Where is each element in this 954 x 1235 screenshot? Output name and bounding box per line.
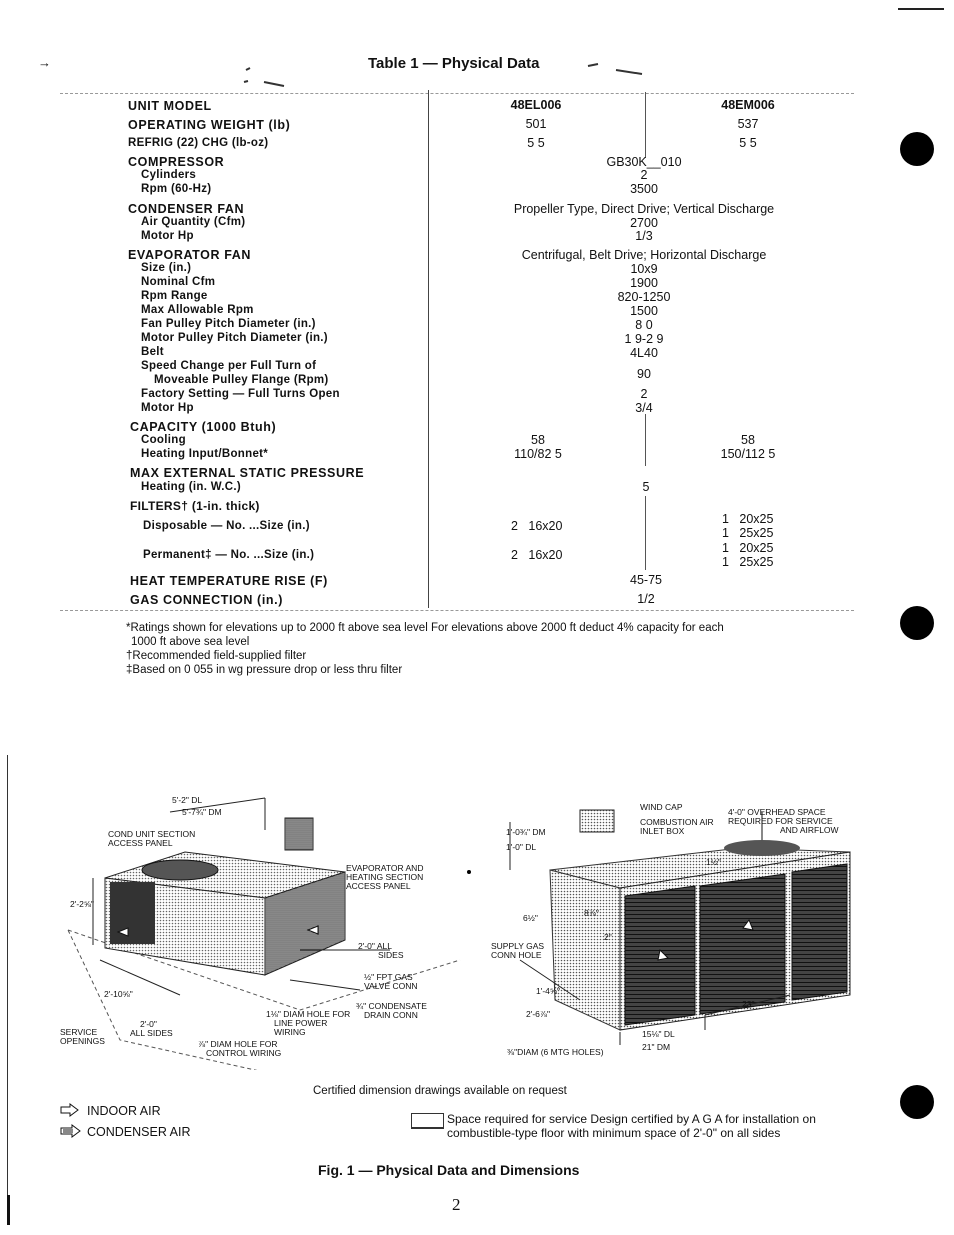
indoor-air-label: INDOOR AIR [87, 1104, 161, 1118]
bullet-dot [467, 870, 471, 874]
operating-weight-2: 537 [737, 117, 759, 131]
compressor-value: GB30K__010 [606, 155, 682, 169]
refrig-label: REFRIG (22) CHG (lb-oz) [128, 137, 269, 149]
factory-setting-value: 2 [640, 387, 648, 401]
gas-connection-value: 1/2 [637, 592, 655, 606]
heating-input-1: 110/82 5 [514, 447, 562, 461]
heat-rise-value: 45-75 [630, 573, 662, 587]
dim-top-dm: 5'-7¾" DM [182, 807, 222, 817]
width-dim: 2'-10⅝" [104, 989, 133, 999]
static-heating-value: 5 [642, 480, 650, 494]
filters-label: FILTERS† (1-in. thick) [130, 499, 260, 513]
compressor-rpm-value: 3500 [630, 182, 658, 196]
punch-hole [900, 132, 934, 166]
cooling-2: 58 [741, 433, 755, 447]
cylinders-label: Cylinders [141, 169, 197, 181]
air-quantity-value: 2700 [630, 216, 658, 230]
permanent-1: 2 16x20 [511, 548, 563, 562]
punch-hole [900, 606, 934, 640]
static-pressure-label: MAX EXTERNAL STATIC PRESSURE [130, 466, 365, 480]
operating-weight-1: 501 [525, 117, 547, 131]
six-label: 6½" [523, 913, 538, 923]
cylinders-value: 2 [640, 168, 648, 182]
table-bottom-rule [60, 610, 854, 611]
service-space-swatch [411, 1113, 444, 1129]
refrig-2: 5 5 [739, 136, 757, 150]
cooling-1: 58 [531, 433, 545, 447]
cooling-label: Cooling [141, 434, 186, 446]
unit-model-label: UNIT MODEL [128, 99, 212, 113]
evap-max-rpm-value: 1500 [630, 304, 658, 318]
eight-label: 8⅞" [584, 908, 599, 918]
col-divider-b [645, 414, 646, 466]
twenty-one-label: 21" DM [642, 1042, 671, 1052]
speed-change-label-1: Speed Change per Full Turn of [141, 360, 317, 372]
evap-max-rpm-label: Max Allowable Rpm [141, 304, 254, 316]
all-sides-right-label: 2'-0" ALL SIDES [358, 941, 404, 960]
condenser-fan-value: Propeller Type, Direct Drive; Vertical Discharge [513, 202, 775, 216]
top-right-rule [898, 8, 944, 10]
space-note-2: combustible-type floor with minimum space of 2'-0" on all sides [447, 1126, 781, 1140]
gas-valve-label: ½" FPT GAS VALVE CONN [364, 972, 418, 991]
col2-header: 48EM006 [721, 98, 775, 112]
supply-gas-label: SUPPLY GAS CONN HOLE [491, 941, 545, 960]
table-title: Table 1 — Physical Data [368, 55, 540, 72]
disposable-2b: 1 25x25 [722, 526, 774, 540]
scan-marks [236, 60, 646, 100]
permanent-label: Permanent‡ — No. ...Size (in.) [143, 549, 315, 561]
condenser-hp-value: 1/3 [635, 229, 653, 243]
punch-hole [900, 1085, 934, 1119]
condenser-air-icon [60, 1124, 82, 1138]
fifteen-label: 15⅛" DL [642, 1029, 675, 1039]
disposable-label: Disposable — No. ...Size (in.) [143, 520, 310, 532]
margin-arrow-icon: → [38, 55, 51, 70]
air-quantity-label: Air Quantity (Cfm) [141, 216, 246, 228]
all-sides-left-label: 2'-0" ALL SIDES [130, 1019, 173, 1038]
fan-pulley-value: 8 0 [635, 318, 653, 332]
belt-value: 4L40 [630, 346, 658, 360]
margin-line-bold [7, 1195, 10, 1225]
condensate-label: ¾" CONDENSATE DRAIN CONN [356, 1001, 427, 1020]
footnote-filter: †Recommended field-supplied filter [126, 650, 307, 662]
heating-input-2: 150/112 5 [720, 447, 776, 461]
two-six-label: 2'-6⅞" [526, 1009, 551, 1019]
evap-hp-value: 3/4 [635, 401, 653, 415]
evaporator-fan-value: Centrifugal, Belt Drive; Horizontal Discharge [521, 248, 767, 262]
dim-dm-label: 1'-0¾" DM [506, 827, 546, 837]
condenser-hp-label: Motor Hp [141, 230, 194, 242]
indoor-air-icon [60, 1103, 80, 1117]
height-dim: 2'-2⅝" [70, 899, 95, 909]
footnote-ratings: *Ratings shown for elevations up to 2000 ft above sea level For elevations above 2000 ft deduct 4% capacity for each [126, 622, 724, 634]
permanent-2a: 1 20x25 [722, 541, 774, 555]
evap-rpm-range-label: Rpm Range [141, 290, 208, 302]
evap-hp-label: Motor Hp [141, 402, 194, 414]
cond-access-label: COND UNIT SECTION ACCESS PANEL [108, 829, 196, 848]
overhead-space-label: 4'-0" OVERHEAD SPACE REQUIRED FOR SERVICE AND AIRFLOW [728, 807, 839, 835]
footnote-pressure: ‡Based on 0 055 in wg pressure drop or less thru filter [126, 664, 403, 676]
wind-cap-label: WIND CAP [640, 802, 683, 812]
condenser-fan-label: CONDENSER FAN [128, 202, 245, 216]
right-unit-drawing [500, 800, 860, 1050]
permanent-2b: 1 25x25 [722, 555, 774, 569]
col1-header: 48EL006 [510, 98, 562, 112]
compressor-label: COMPRESSOR [128, 155, 225, 169]
speed-change-label-2: Moveable Pulley Flange (Rpm) [154, 374, 329, 386]
combustion-air-label: COMBUSTION AIR INLET BOX [640, 817, 714, 836]
table-column-divider [428, 90, 429, 608]
mtg-holes-label: ⅜"DIAM (6 MTG HOLES) [507, 1047, 604, 1057]
evap-cfm-label: Nominal Cfm [141, 276, 216, 288]
col-divider-c [645, 496, 646, 570]
space-note-1: Space required for service Design certified by A G A for installation on [447, 1112, 816, 1126]
motor-pulley-value: 1 9-2 9 [624, 332, 664, 346]
margin-line [7, 755, 8, 1205]
col-divider-a [645, 92, 646, 158]
control-wiring-label: ⅞" DIAM HOLE FOR CONTROL WIRING [198, 1039, 282, 1058]
operating-weight-label: OPERATING WEIGHT (lb) [128, 118, 291, 132]
evap-size-label: Size (in.) [141, 262, 192, 274]
dim-top-dl: 5'-2" DL [172, 795, 203, 805]
footnote-ratings-cont: 1000 ft above sea level [131, 636, 250, 648]
compressor-rpm-label: Rpm (60-Hz) [141, 183, 212, 195]
disposable-2a: 1 20x25 [722, 512, 774, 526]
line-power-label: 1⅛" DIAM HOLE FOR LINE POWER WIRING [266, 1009, 351, 1037]
table-top-rule [60, 93, 854, 94]
disposable-1: 2 16x20 [511, 519, 563, 533]
evap-cfm-value: 1900 [630, 276, 658, 290]
figure-title: Fig. 1 — Physical Data and Dimensions [318, 1162, 580, 1178]
evaporator-fan-label: EVAPORATOR FAN [128, 248, 251, 262]
evap-access-label: EVAPORATOR AND HEATING SECTION ACCESS PANEL [346, 863, 424, 891]
dim-dl-label: 1'-0" DL [506, 842, 537, 852]
static-heating-label: Heating (in. W.C.) [141, 481, 241, 493]
motor-pulley-label: Motor Pulley Pitch Diameter (in.) [141, 332, 328, 344]
service-openings-label: SERVICE OPENINGS [60, 1027, 105, 1046]
capacity-label: CAPACITY (1000 Btuh) [130, 420, 277, 434]
certified-note: Certified dimension drawings available on request [313, 1085, 567, 1097]
condenser-air-label: CONDENSER AIR [87, 1125, 191, 1139]
evap-size-value: 10x9 [630, 262, 658, 276]
fan-pulley-label: Fan Pulley Pitch Diameter (in.) [141, 318, 316, 330]
factory-setting-label: Factory Setting — Full Turns Open [141, 388, 340, 400]
one-four-label: 1'-4⅝" [536, 986, 561, 996]
refrig-1: 5 5 [527, 136, 545, 150]
twenty-three-label: 23" [742, 999, 755, 1009]
one-half-label: 1½" [706, 857, 721, 867]
heating-input-label: Heating Input/Bonnet* [141, 448, 269, 460]
page-number: 2 [452, 1195, 461, 1214]
two-label: 2" [604, 932, 612, 942]
belt-label: Belt [141, 346, 164, 358]
gas-connection-label: GAS CONNECTION (in.) [130, 593, 283, 607]
heat-rise-label: HEAT TEMPERATURE RISE (F) [130, 574, 328, 588]
evap-rpm-range-value: 820-1250 [617, 290, 671, 304]
speed-change-value: 90 [637, 367, 651, 381]
